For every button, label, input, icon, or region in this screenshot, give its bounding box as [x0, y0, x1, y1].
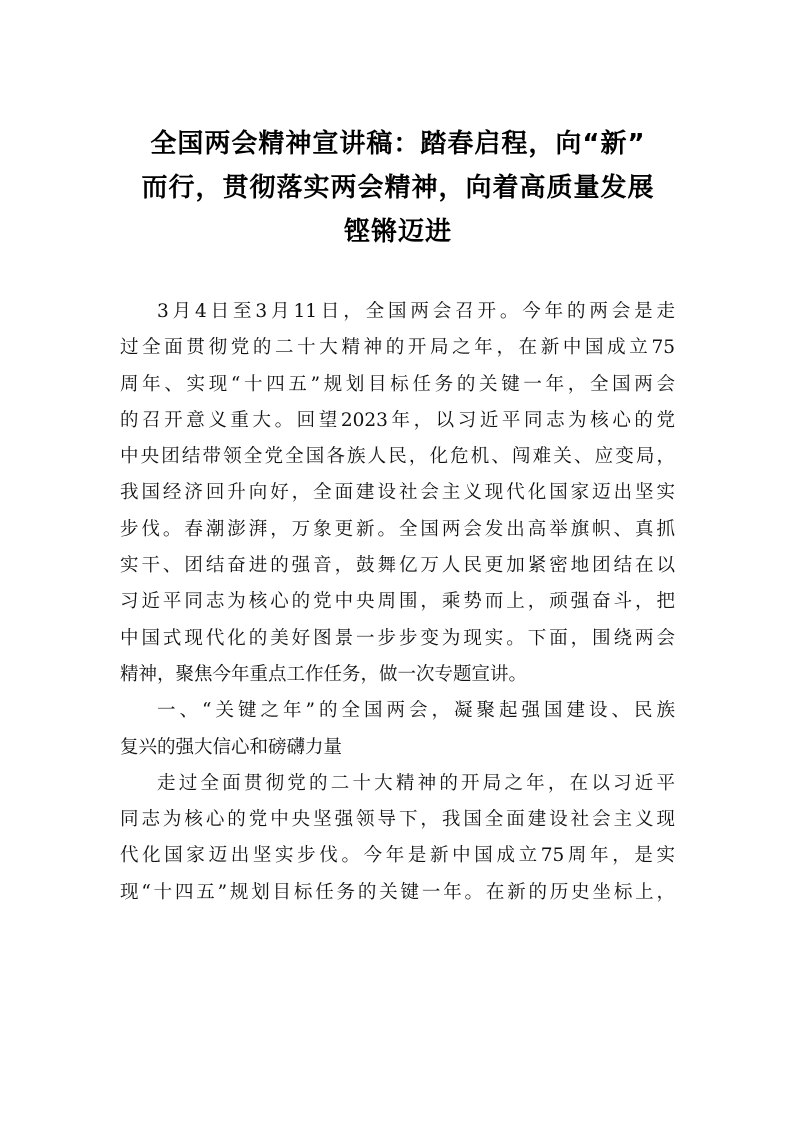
text-line: 习近平同志为核心的党中央周围，乘势而上，顽强奋斗，把	[120, 591, 675, 613]
title-line: 铿锵迈进	[343, 217, 452, 247]
text-line: 周年、实现“十四五”规划目标任务的关键一年，全国两会	[120, 373, 675, 395]
text-line: 精神，聚焦今年重点工作任务，做一次专题宣讲。	[120, 663, 528, 685]
text-line: 一、“关键之年”的全国两会，凝聚起强国建设、民族	[157, 700, 675, 722]
text-line: 现“十四五”规划目标任务的关键一年。在新的历史坐标上，	[120, 881, 675, 903]
text-line: 的召开意义重大。回望2023年，以习近平同志为核心的党	[120, 409, 675, 431]
paragraph-intro	[120, 294, 675, 693]
document-body	[120, 294, 675, 911]
document-title	[118, 122, 678, 254]
text-line: 我国经济回升向好，全面建设社会主义现代化国家迈出坚实	[120, 482, 675, 504]
text-line: 过全面贯彻党的二十大精神的开局之年，在新中国成立75	[120, 337, 675, 359]
text-line: 实干、团结奋进的强音，鼓舞亿万人民更加紧密地团结在以	[120, 555, 675, 577]
text-line: 复兴的强大信心和磅礴力量	[120, 736, 343, 758]
paragraph-section-1	[120, 766, 675, 911]
title-line: 全国两会精神宣讲稿：踏春启程，向“新”	[150, 129, 646, 159]
text-line: 步伐。春潮澎湃，万象更新。全国两会发出高举旗帜、真抓	[120, 518, 675, 540]
text-line: 中央团结带领全党全国各族人民，化危机、闯难关、应变局，	[120, 446, 675, 468]
text-line: 代化国家迈出坚实步伐。今年是新中国成立75周年，是实	[120, 845, 675, 867]
text-line: 3月4日至3月11日，全国两会召开。今年的两会是走	[157, 301, 675, 322]
text-line: 同志为核心的党中央坚强领导下，我国全面建设社会主义现	[120, 809, 675, 831]
text-line: 中国式现代化的美好图景一步步变为现实。下面，围绕两会	[120, 627, 675, 649]
text-line: 走过全面贯彻党的二十大精神的开局之年，在以习近平	[157, 772, 675, 794]
section-heading-1	[120, 693, 675, 766]
title-line: 而行，贯彻落实两会精神，向着高质量发展	[141, 173, 655, 203]
